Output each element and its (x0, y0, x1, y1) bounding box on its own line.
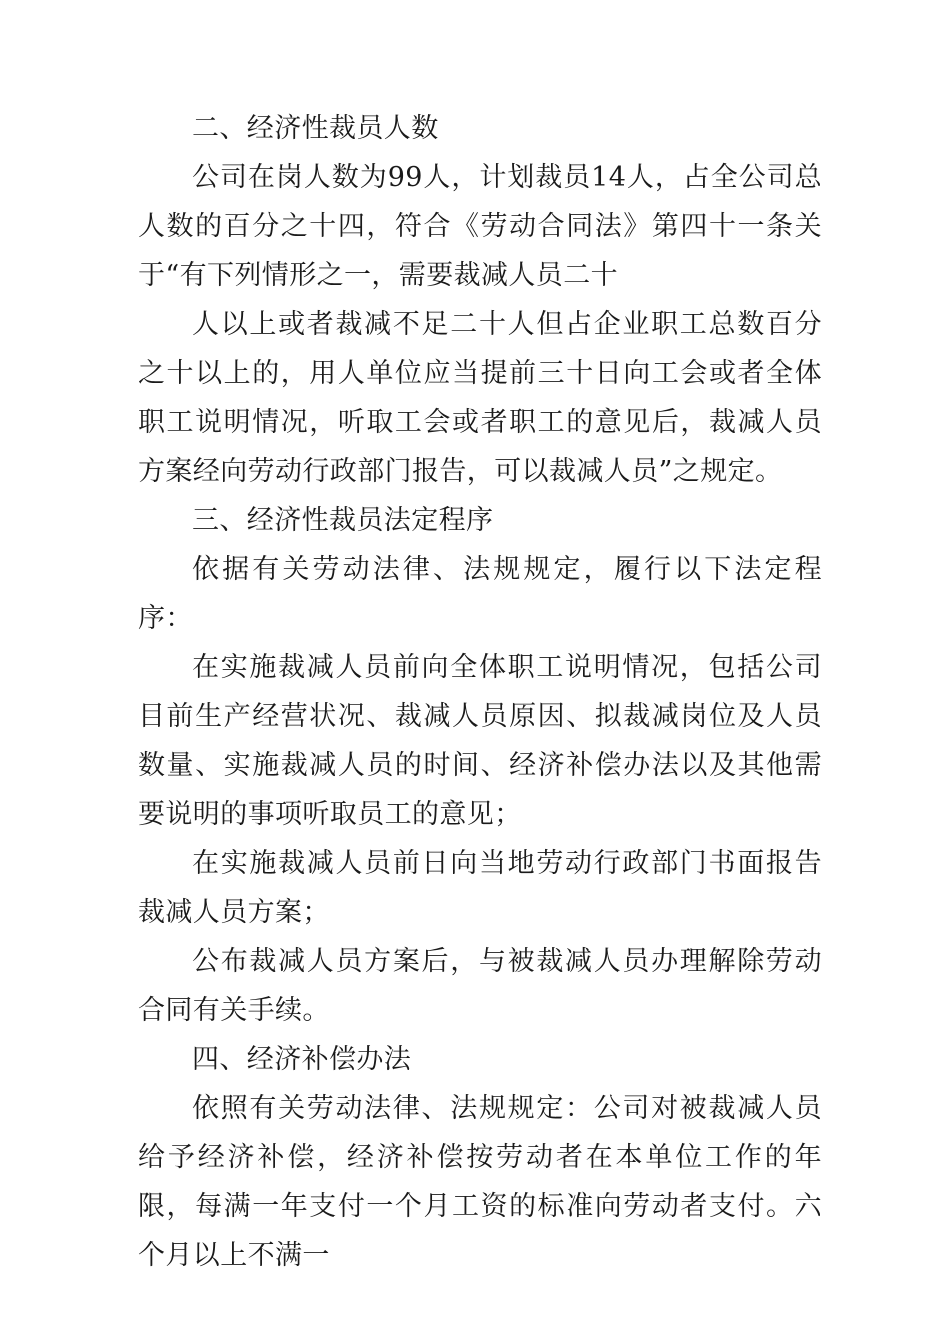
paragraph-legal-basis: 人以上或者裁减不足二十人但占企业职工总数百分之十以上的，用人单位应当提前三十日向工会或者全体职工说明情况，听取工会或者职工的意见后，裁减人员方案经向劳动行政部门报告，可以裁减人员”之规定。 (138, 309, 822, 487)
heading-compensation: 四、经济补偿办法 (192, 1044, 412, 1075)
heading-layoff-count: 二、经济性裁员人数 (192, 113, 439, 144)
paragraph-procedure-step-1: 在实施裁减人员前向全体职工说明情况，包括公司目前生产经营状况、裁减人员原因、拟裁减岗位及人员数量、实施裁减人员的时间、经济补偿办法以及其他需要说明的事项听取员工的意见； (138, 652, 822, 830)
paragraph-procedure-intro: 依据有关劳动法律、法规规定，履行以下法定程序： (138, 554, 822, 634)
paragraph-compensation: 依照有关劳动法律、法规规定：公司对被裁减人员给予经济补偿，经济补偿按劳动者在本单位工作的年限，每满一年支付一个月工资的标准向劳动者支付。六个月以上不满一 (138, 1093, 822, 1271)
heading-legal-procedure: 三、经济性裁员法定程序 (192, 505, 494, 536)
paragraph-procedure-step-2: 在实施裁减人员前日向当地劳动行政部门书面报告裁减人员方案； (138, 848, 822, 928)
paragraph-procedure-step-3: 公布裁减人员方案后，与被裁减人员办理解除劳动合同有关手续。 (138, 946, 822, 1026)
document-body (138, 104, 822, 1280)
paragraph-layoff-count: 公司在岗人数为99人，计划裁员14人，占全公司总人数的百分之十四，符合《劳动合同法》第四十一条关于“有下列情形之一，需要裁减人员二十 (138, 162, 822, 291)
